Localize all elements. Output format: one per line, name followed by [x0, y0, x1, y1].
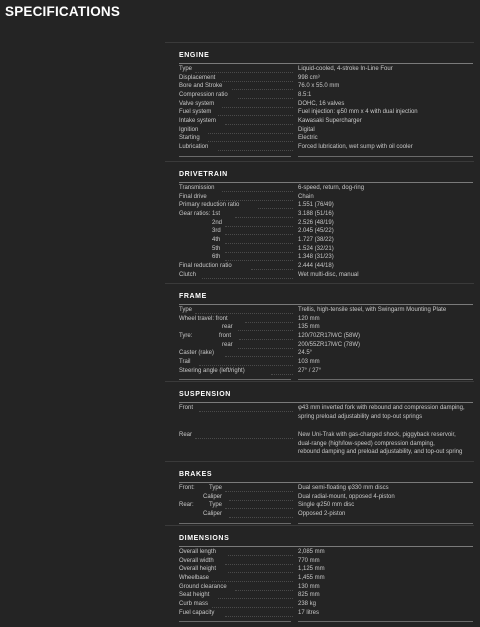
- spec-value: [298, 431, 474, 457]
- spec-section-dimensions: [165, 525, 474, 627]
- dotted-leader: [222, 81, 293, 82]
- dotted-leader: [228, 572, 293, 573]
- section-end-rule: [298, 156, 473, 157]
- spec-label: Bore and Stroke: [179, 83, 223, 90]
- spec-label: Front:: [179, 485, 195, 491]
- spec-value: 2,085 mm: [298, 549, 325, 555]
- spec-label: Lubrication: [179, 143, 209, 150]
- spec-value: Electric: [298, 135, 318, 142]
- spec-label: Displacement: [179, 74, 216, 81]
- dotted-leader: [212, 607, 293, 608]
- spec-label: Overall width: [179, 557, 214, 564]
- dotted-leader: [225, 124, 293, 125]
- spec-value: 825 mm: [298, 592, 320, 599]
- spec-value: 27° / 27°: [298, 367, 322, 374]
- spec-value: Digital: [298, 126, 315, 133]
- spec-label: Valve system: [179, 100, 215, 107]
- section-end-rule: [179, 621, 291, 622]
- dotted-leader: [225, 243, 293, 244]
- spec-label: 2nd: [212, 219, 223, 226]
- dotted-leader: [225, 491, 293, 492]
- spec-sublabel: Type: [209, 485, 223, 491]
- spec-value: 1,455 mm: [298, 574, 325, 581]
- section-end-rule: [179, 156, 291, 157]
- spec-section-suspension: [165, 381, 474, 462]
- dotted-leader: [229, 500, 293, 501]
- dotted-leader: [225, 356, 293, 357]
- spec-label: Type: [179, 66, 193, 72]
- dotted-leader: [222, 107, 293, 108]
- section-divider: [179, 304, 473, 305]
- spec-value: 76.0 x 55.0 mm: [298, 83, 340, 90]
- spec-label: 6th: [212, 254, 221, 261]
- dotted-leader: [232, 89, 294, 90]
- spec-section-drivetrain: [165, 161, 474, 284]
- spec-value: Chain: [298, 193, 314, 200]
- spec-value: 120 mm: [298, 315, 320, 322]
- spec-sublabel: Type: [209, 502, 223, 509]
- dotted-leader: [225, 234, 293, 235]
- spec-value: 3.188 (51/16): [298, 210, 334, 217]
- section-divider: [179, 182, 473, 183]
- dotted-leader: [228, 555, 293, 556]
- spec-value: 2.526 (48/19): [298, 219, 334, 226]
- spec-label: Type: [179, 307, 193, 313]
- spec-value: Dual radial-mount, opposed 4-piston: [298, 493, 395, 500]
- dotted-leader: [238, 98, 293, 99]
- spec-value: Fuel injection: φ50 mm x 4 with dual injection: [298, 109, 418, 116]
- spec-value: 2.444 (44/18): [298, 262, 334, 269]
- dotted-leader: [225, 508, 293, 509]
- spec-value-line: dual-range (high/low-speed) compression damping,: [298, 440, 435, 447]
- section-title: SUSPENSION: [179, 391, 231, 398]
- spec-label: Curb mass: [179, 600, 209, 607]
- spec-label: Wheelbase: [179, 574, 210, 581]
- dotted-leader: [218, 115, 293, 116]
- spec-value: 1.348 (31/23): [298, 254, 334, 261]
- spec-value-line: rebound damping and preload adjustability, and top-out spring: [298, 449, 463, 456]
- section-title: ENGINE: [179, 52, 210, 59]
- dotted-leader: [208, 133, 293, 134]
- spec-label: Final reduction ratio: [179, 262, 232, 269]
- spec-value: Dual semi-floating φ330 mm discs: [298, 485, 389, 491]
- section-title: DIMENSIONS: [179, 535, 230, 542]
- spec-label: Trail: [179, 358, 191, 365]
- spec-label: Front: [179, 405, 194, 411]
- spec-value: [298, 404, 474, 421]
- spec-label: Compression ratio: [179, 91, 228, 98]
- spec-value: 200/55ZR17M/C (78W): [298, 341, 361, 348]
- dotted-leader: [225, 616, 293, 617]
- spec-label: Ground clearance: [179, 583, 227, 590]
- spec-sublabel: front: [219, 332, 232, 339]
- spec-label: Primary reduction ratio: [179, 202, 240, 209]
- dotted-leader: [235, 217, 293, 218]
- dotted-leader: [222, 191, 293, 192]
- spec-label: Seat height: [179, 592, 210, 599]
- spec-value-line: φ43 mm inverted fork with rebound and compression damping,: [298, 405, 465, 411]
- dotted-leader: [218, 598, 293, 599]
- section-end-rule: [298, 621, 473, 622]
- spec-value: Forced lubrication, wet sump with oil cooler: [298, 143, 413, 150]
- dotted-leader: [238, 348, 293, 349]
- spec-value: 135 mm: [298, 324, 320, 331]
- spec-label: Tyre:: [179, 332, 193, 339]
- spec-label: Caliper: [203, 493, 223, 500]
- dotted-leader: [202, 278, 293, 279]
- section-title: FRAME: [179, 293, 207, 300]
- dotted-leader: [229, 517, 293, 518]
- spec-value: 24.5°: [298, 350, 313, 357]
- spec-value: Single φ250 mm disc: [298, 502, 355, 509]
- spec-label: Fuel system: [179, 109, 212, 116]
- spec-label: Wheel travel: front: [179, 315, 228, 322]
- dotted-leader: [258, 208, 293, 209]
- section-divider: [179, 63, 473, 64]
- dotted-leader: [271, 374, 293, 375]
- spec-value: Liquid-cooled, 4-stroke In-Line Four: [298, 66, 393, 72]
- section-divider: [179, 402, 473, 403]
- spec-value-line: spring preload adjustability and top-out springs: [298, 413, 423, 420]
- spec-value: 1.727 (38/22): [298, 236, 334, 243]
- spec-value: Wet multi-disc, manual: [298, 271, 359, 278]
- dotted-leader: [238, 330, 293, 331]
- dotted-leader: [239, 339, 294, 340]
- spec-label: Overall length: [179, 549, 217, 555]
- dotted-leader: [251, 269, 293, 270]
- section-title: BRAKES: [179, 471, 213, 478]
- spec-value: Trellis, high-tensile steel, with Swingarm Mounting Plate: [298, 307, 447, 313]
- dotted-leader: [245, 322, 293, 323]
- spec-value: 238 kg: [298, 600, 317, 607]
- spec-label: Clutch: [179, 271, 197, 278]
- spec-section-frame: [165, 283, 474, 382]
- spec-value: 1,125 mm: [298, 566, 325, 573]
- dotted-leader: [225, 260, 293, 261]
- dotted-leader: [199, 411, 294, 412]
- spec-label: Gear ratios: 1st: [179, 210, 221, 217]
- dotted-leader: [225, 252, 293, 253]
- spec-value: 770 mm: [298, 557, 320, 564]
- spec-section-brakes: [165, 461, 474, 526]
- dotted-leader: [225, 564, 293, 565]
- section-title: DRIVETRAIN: [179, 171, 228, 178]
- spec-value: DOHC, 16 valves: [298, 100, 345, 107]
- spec-label: Ignition: [179, 126, 199, 133]
- spec-value: 130 mm: [298, 583, 320, 590]
- spec-label: Steering angle (left/right): [179, 367, 245, 374]
- spec-label: 5th: [212, 245, 221, 252]
- section-end-rule: [298, 523, 473, 524]
- spec-value: Opposed 2-piston: [298, 510, 346, 517]
- spec-label: Rear: [179, 432, 193, 439]
- section-divider: [179, 482, 473, 483]
- dotted-leader: [225, 226, 293, 227]
- section-divider: [179, 546, 473, 547]
- spec-label: Caster (rake): [179, 350, 215, 357]
- spec-label: Intake system: [179, 117, 217, 124]
- spec-label: Caliper: [203, 510, 223, 517]
- dotted-leader: [218, 150, 293, 151]
- spec-label: 3rd: [212, 228, 221, 235]
- spec-label: 4th: [212, 236, 221, 243]
- spec-value: Kawasaki Supercharger: [298, 117, 362, 124]
- spec-value: 998 cm³: [298, 74, 320, 81]
- spec-section-engine: [165, 42, 474, 162]
- spec-value: 103 mm: [298, 358, 320, 365]
- spec-value: 1.524 (32/21): [298, 245, 334, 252]
- spec-value: 2.045 (45/22): [298, 228, 334, 235]
- dotted-leader: [235, 590, 293, 591]
- spec-label: rear: [222, 341, 233, 348]
- spec-value: 6-speed, return, dog-ring: [298, 185, 365, 191]
- spec-label: Overall height: [179, 566, 217, 573]
- dotted-leader: [195, 438, 293, 439]
- spec-value: 17 litres: [298, 609, 320, 616]
- spec-label: Final drive: [179, 193, 207, 200]
- spec-label: Transmission: [179, 185, 215, 191]
- dotted-leader: [208, 141, 293, 142]
- spec-label: Rear:: [179, 502, 194, 509]
- spec-label: rear: [222, 324, 233, 331]
- spec-value-line: New Uni-Trak with gas-charged shock, piggyback reservoir,: [298, 432, 456, 439]
- spec-label: Fuel capacity: [179, 609, 215, 616]
- spec-value: 120/70ZR17M/C (58W): [298, 332, 361, 339]
- spec-value: 8.5:1: [298, 91, 312, 98]
- page-title: SPECIFICATIONS: [5, 4, 121, 19]
- spec-value: 1.551 (76/49): [298, 202, 334, 209]
- section-end-rule: [179, 523, 291, 524]
- spec-label: Starting: [179, 135, 200, 142]
